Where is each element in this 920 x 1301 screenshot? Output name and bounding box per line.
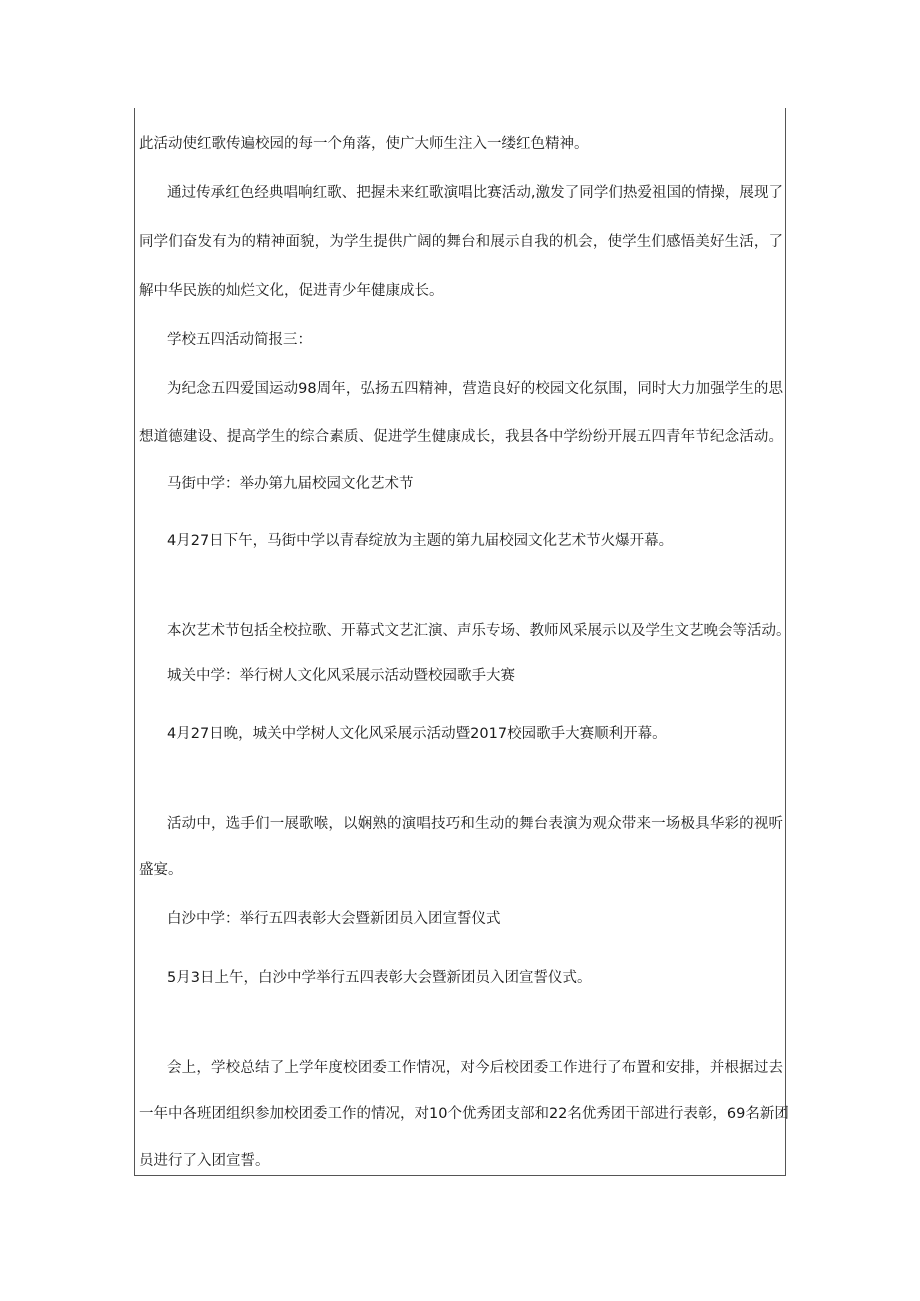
paragraph-line: 同学们奋发有为的精神面貌，为学生提供广阔的舞台和展示自我的机会，使学生们感悟美好生活，了 — [139, 234, 783, 250]
paragraph-line: 想道德建设、提高学生的综合素质、促进学生健康成长，我县各中学纷纷开展五四青年节纪念活动。 — [139, 429, 783, 445]
paragraph-line: 4月27日晚，城关中学树人文化风采展示活动暨2017校园歌手大赛顺利开幕。 — [167, 726, 667, 742]
document-frame — [134, 108, 791, 1176]
school-heading: 白沙中学：举行五四表彰大会暨新团员入团宣誓仪式 — [167, 911, 501, 927]
school-heading: 马街中学：举办第九届校园文化艺术节 — [167, 476, 414, 492]
paragraph-line: 4月27日下午，马街中学以青春绽放为主题的第九届校园文化艺术节火爆开幕。 — [167, 533, 674, 549]
paragraph-line: 活动中，选手们一展歌喉，以娴熟的演唱技巧和生动的舞台表演为观众带来一场极具华彩的视听 — [167, 816, 783, 832]
paragraph-line: 此活动使红歌传遍校园的每一个角落，使广大师生注入一缕红色精神。 — [139, 136, 589, 152]
paragraph-line: 一年中各班团组织参加校团委工作的情况，对10个优秀团支部和22名优秀团干部进行表彰，69名新团 — [139, 1106, 789, 1122]
section-heading: 学校五四活动简报三： — [167, 332, 312, 348]
school-heading: 城关中学：举行树人文化风采展示活动暨校园歌手大赛 — [167, 668, 515, 684]
paragraph-line: 盛宴。 — [139, 862, 183, 878]
paragraph-line: 员进行了入团宣誓。 — [139, 1153, 270, 1169]
paragraph-line: 为纪念五四爱国运动98周年，弘扬五四精神，营造良好的校园文化氛围，同时大力加强学生的思 — [167, 381, 783, 397]
paragraph-line: 通过传承红色经典唱响红歌、把握未来红歌演唱比赛活动,激发了同学们热爱祖国的情操，展现了 — [167, 185, 783, 201]
paragraph-line: 会上，学校总结了上学年度校团委工作情况，对今后校团委工作进行了布置和安排，并根据过去 — [167, 1060, 783, 1076]
paragraph-line: 本次艺术节包括全校拉歌、开幕式文艺汇演、声乐专场、教师风采展示以及学生文艺晚会等活动。 — [167, 623, 791, 639]
paragraph-line: 5月3日上午，白沙中学举行五四表彰大会暨新团员入团宣誓仪式。 — [167, 970, 592, 986]
paragraph-line: 解中华民族的灿烂文化，促进青少年健康成长。 — [139, 283, 444, 299]
